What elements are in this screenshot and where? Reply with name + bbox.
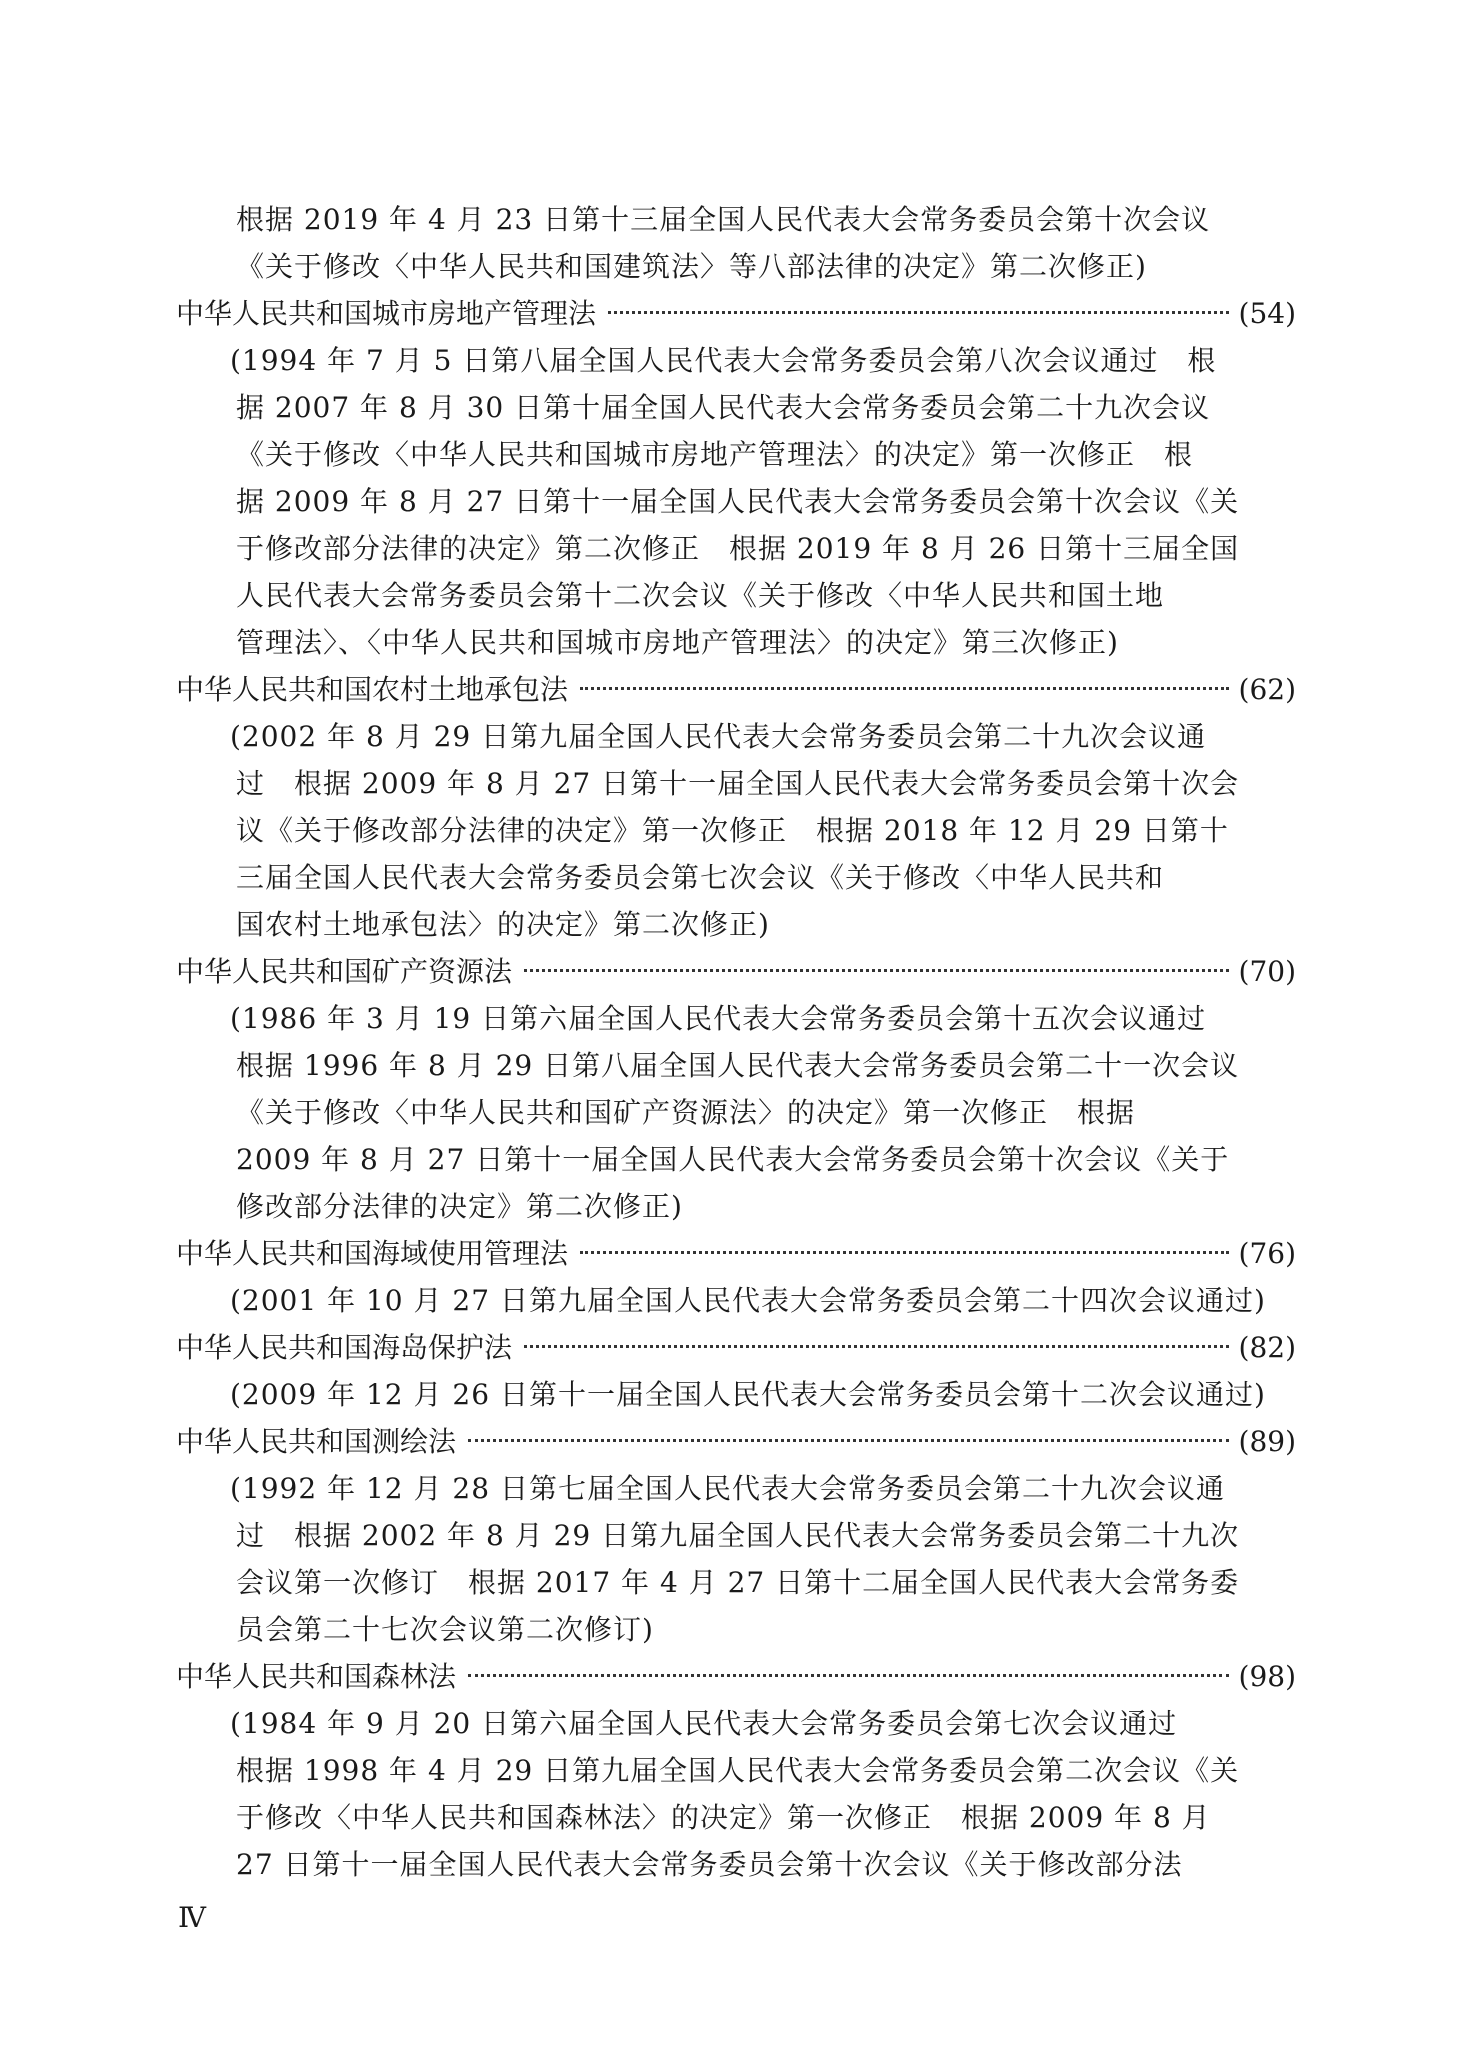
toc-entry-title: 中华人民共和国农村土地承包法 <box>176 673 569 706</box>
toc-entry-page: (76) <box>1238 1237 1296 1270</box>
toc-entry <box>176 948 1296 1230</box>
toc-entry-note-line: 人民代表大会常务委员会第十二次会议《关于修改〈中华人民共和国土地 <box>236 579 1165 612</box>
toc-entry-title: 中华人民共和国海域使用管理法 <box>176 1237 569 1270</box>
toc-entry-note-line: 议《关于修改部分法律的决定》第一次修正 根据 2018 年 12 月 29 日第十 <box>236 814 1229 847</box>
toc-entry <box>176 1653 1296 1888</box>
page-number: Ⅳ <box>178 1901 206 1934</box>
toc-entry-note-line: (1994 年 7 月 5 日第八届全国人民代表大会常务委员会第八次会议通过 根 <box>230 344 1217 377</box>
toc-entry-page: (62) <box>1238 673 1296 706</box>
toc-leader-dots <box>468 1439 1229 1442</box>
toc-leader-dots <box>608 311 1229 314</box>
toc-entry-note-line: (1986 年 3 月 19 日第六届全国人民代表大会常务委员会第十五次会议通过 <box>230 1002 1207 1035</box>
toc-entry-note-line: 过 根据 2002 年 8 月 29 日第九届全国人民代表大会常务委员会第二十九次 <box>236 1519 1240 1552</box>
toc-entry-note-line: 过 根据 2009 年 8 月 27 日第十一届全国人民代表大会常务委员会第十次会 <box>236 767 1240 800</box>
toc-entry-title-line[interactable] <box>176 666 1296 713</box>
toc-entry-note-line: 修改部分法律的决定》第二次修正) <box>236 1190 683 1223</box>
table-of-contents <box>176 196 1296 1888</box>
toc-entry <box>176 1324 1296 1418</box>
toc-entry-note-line: 27 日第十一届全国人民代表大会常务委员会第十次会议《关于修改部分法 <box>236 1848 1183 1881</box>
toc-entry <box>176 290 1296 666</box>
toc-entry <box>176 666 1296 948</box>
toc-entry-note-line: (1984 年 9 月 20 日第六届全国人民代表大会常务委员会第七次会议通过 <box>230 1707 1178 1740</box>
toc-entry-note-line: 《关于修改〈中华人民共和国矿产资源法〉的决定》第一次修正 根据 <box>236 1096 1136 1129</box>
toc-entry-note-line: (2009 年 12 月 26 日第十一届全国人民代表大会常务委员会第十二次会议通过) <box>230 1378 1266 1411</box>
toc-entry <box>176 1418 1296 1653</box>
toc-entry-title: 中华人民共和国测绘法 <box>176 1425 457 1458</box>
toc-entry-title: 中华人民共和国海岛保护法 <box>176 1331 513 1364</box>
toc-entry-title-line[interactable] <box>176 1230 1296 1277</box>
toc-entry-note-line: (2002 年 8 月 29 日第九届全国人民代表大会常务委员会第二十九次会议通 <box>230 720 1207 753</box>
toc-entry-note-line: 根据 2019 年 4 月 23 日第十三届全国人民代表大会常务委员会第十次会议 <box>236 203 1211 236</box>
toc-leader-dots <box>524 969 1229 972</box>
toc-entry-note-line: 据 2009 年 8 月 27 日第十一届全国人民代表大会常务委员会第十次会议《关 <box>236 485 1240 518</box>
toc-entry-title-line[interactable] <box>176 948 1296 995</box>
toc-entry-title: 中华人民共和国城市房地产管理法 <box>176 297 597 330</box>
toc-entry-note-line: 国农村土地承包法〉的决定》第二次修正) <box>236 908 770 941</box>
toc-entry-note-line: 会议第一次修订 根据 2017 年 4 月 27 日第十二届全国人民代表大会常务委 <box>236 1566 1240 1599</box>
toc-entry-note-line: 三届全国人民代表大会常务委员会第七次会议《关于修改〈中华人民共和 <box>236 861 1165 894</box>
toc-leader-dots <box>580 687 1229 690</box>
toc-entry-note-line: 2009 年 8 月 27 日第十一届全国人民代表大会常务委员会第十次会议《关于 <box>236 1143 1230 1176</box>
toc-entry-title-line[interactable] <box>176 1324 1296 1371</box>
toc-entry-note-line: 《关于修改〈中华人民共和国建筑法〉等八部法律的决定》第二次修正) <box>236 250 1147 283</box>
toc-leader-dots <box>580 1251 1229 1254</box>
toc-entry-title-line[interactable] <box>176 1418 1296 1465</box>
toc-entry-page: (70) <box>1238 955 1296 988</box>
toc-entry-note-line: 员会第二十七次会议第二次修订) <box>236 1613 654 1646</box>
toc-entry-page: (82) <box>1238 1331 1296 1364</box>
toc-entry-note-line: (2001 年 10 月 27 日第九届全国人民代表大会常务委员会第二十四次会议通过) <box>230 1284 1266 1317</box>
toc-entry-note-line: 根据 1998 年 4 月 29 日第九届全国人民代表大会常务委员会第二次会议《关 <box>236 1754 1240 1787</box>
toc-entry-title-line[interactable] <box>176 1653 1296 1700</box>
toc-entry <box>176 196 1296 290</box>
toc-entry-title: 中华人民共和国森林法 <box>176 1660 457 1693</box>
toc-entry-title: 中华人民共和国矿产资源法 <box>176 955 513 988</box>
toc-entry-note-line: 于修改〈中华人民共和国森林法〉的决定》第一次修正 根据 2009 年 8 月 <box>236 1801 1211 1834</box>
toc-leader-dots <box>524 1345 1229 1348</box>
toc-entry-page: (89) <box>1238 1425 1296 1458</box>
toc-entry-title-line[interactable] <box>176 290 1296 337</box>
toc-entry-note-line: 《关于修改〈中华人民共和国城市房地产管理法〉的决定》第一次修正 根 <box>236 438 1194 471</box>
toc-leader-dots <box>468 1674 1229 1677</box>
toc-entry-note-line: 管理法〉、〈中华人民共和国城市房地产管理法〉的决定》第三次修正) <box>236 626 1119 659</box>
toc-entry-note-line: (1992 年 12 月 28 日第七届全国人民代表大会常务委员会第二十九次会议通 <box>230 1472 1225 1505</box>
toc-entry <box>176 1230 1296 1324</box>
toc-entry-note-line: 于修改部分法律的决定》第二次修正 根据 2019 年 8 月 26 日第十三届全国 <box>236 532 1240 565</box>
toc-entry-page: (54) <box>1238 297 1296 330</box>
toc-entry-note-line: 据 2007 年 8 月 30 日第十届全国人民代表大会常务委员会第二十九次会议 <box>236 391 1211 424</box>
toc-entry-page: (98) <box>1238 1660 1296 1693</box>
toc-entry-note-line: 根据 1996 年 8 月 29 日第八届全国人民代表大会常务委员会第二十一次会议 <box>236 1049 1240 1082</box>
